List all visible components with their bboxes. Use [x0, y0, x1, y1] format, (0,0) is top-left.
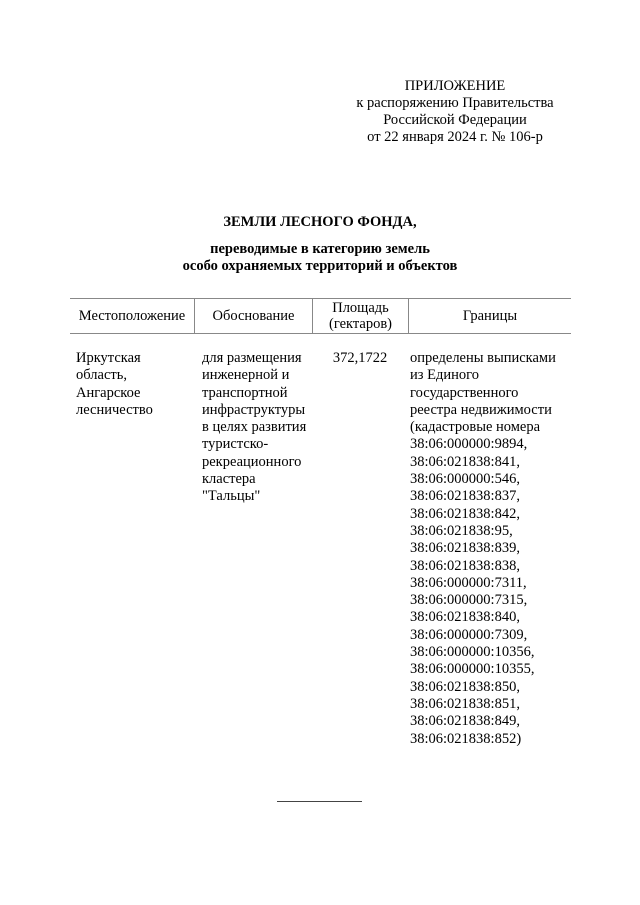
cadastral-number: 38:06:021838:839, — [410, 540, 520, 557]
basis-line: туристско- — [202, 436, 269, 453]
cadastral-number: 38:06:021838:850, — [410, 678, 520, 695]
basis-line: транспортной — [202, 384, 288, 401]
basis-line: в целях развития — [202, 419, 307, 436]
end-of-document-rule — [277, 801, 362, 802]
area-value: 372,1722 — [332, 350, 388, 366]
cadastral-number: 38:06:021838:842, — [410, 505, 520, 522]
header-area-unit: (гектаров) — [329, 316, 392, 332]
location-line: Ангарское — [76, 384, 141, 401]
cadastral-number: 38:06:021838:851, — [410, 695, 520, 712]
basis-line: "Тальцы" — [202, 488, 261, 505]
cadastral-number: 38:06:000000:7311, — [410, 574, 527, 591]
cadastral-number: 38:06:021838:849, — [410, 713, 520, 730]
title-sub-line: переводимые в категорию земель — [210, 241, 430, 257]
cadastral-number: 38:06:000000:10356, — [410, 644, 535, 661]
basis-line: для размещения — [202, 350, 302, 366]
cadastral-number: 38:06:000000:10355, — [410, 661, 535, 678]
header-location — [70, 298, 194, 334]
cadastral-number: 38:06:021838:840, — [410, 609, 520, 626]
location-line: Иркутская — [76, 350, 141, 366]
borders-line: (кадастровые номера — [410, 419, 541, 436]
cadastral-number: 38:06:000000:9894, — [410, 436, 528, 453]
appendix-header — [330, 78, 580, 146]
cadastral-number: 38:06:021838:95, — [410, 522, 513, 539]
cell-location — [76, 350, 153, 419]
cadastral-number: 38:06:000000:546, — [410, 471, 520, 488]
location-line: область, — [76, 367, 127, 384]
cadastral-number: 38:06:021838:838, — [410, 557, 520, 574]
header-borders-label: Границы — [462, 308, 518, 324]
basis-line: инженерной и — [202, 367, 290, 384]
cell-basis — [202, 350, 306, 506]
cell-area — [313, 350, 407, 367]
borders-line: из Единого — [410, 367, 479, 384]
document-title — [70, 214, 570, 275]
header-area — [313, 298, 408, 334]
title-main: ЗЕМЛИ ЛЕСНОГО ФОНДА, — [223, 214, 417, 230]
basis-line: инфраструктуры — [202, 401, 306, 418]
appendix-label: ПРИЛОЖЕНИЕ — [404, 78, 506, 94]
cadastral-number: 38:06:000000:7315, — [410, 592, 528, 609]
header-area-label: Площадь — [332, 300, 389, 316]
cadastral-number: 38:06:000000:7309, — [410, 626, 528, 643]
appendix-authority: Российской Федерации — [383, 112, 527, 128]
cell-borders — [410, 350, 556, 748]
title-sub-line: особо охраняемых территорий и объектов — [182, 258, 458, 274]
header-basis-label: Обоснование — [212, 308, 295, 324]
basis-line: рекреационного — [202, 453, 302, 470]
basis-line: кластера — [202, 471, 256, 488]
cadastral-number: 38:06:021838:837, — [410, 488, 520, 505]
header-basis — [195, 298, 312, 334]
header-borders — [409, 298, 571, 334]
cadastral-number: 38:06:021838:841, — [410, 453, 520, 470]
header-location-label: Местоположение — [78, 308, 186, 324]
appendix-date-number: от 22 января 2024 г. № 106-р — [367, 129, 543, 145]
location-line: лесничество — [76, 401, 153, 418]
borders-line: государственного — [410, 384, 519, 401]
borders-line: определены выписками — [410, 350, 556, 366]
appendix-order-ref: к распоряжению Правительства — [356, 95, 554, 111]
borders-line: реестра недвижимости — [410, 401, 552, 418]
cadastral-number: 38:06:021838:852) — [410, 730, 522, 747]
